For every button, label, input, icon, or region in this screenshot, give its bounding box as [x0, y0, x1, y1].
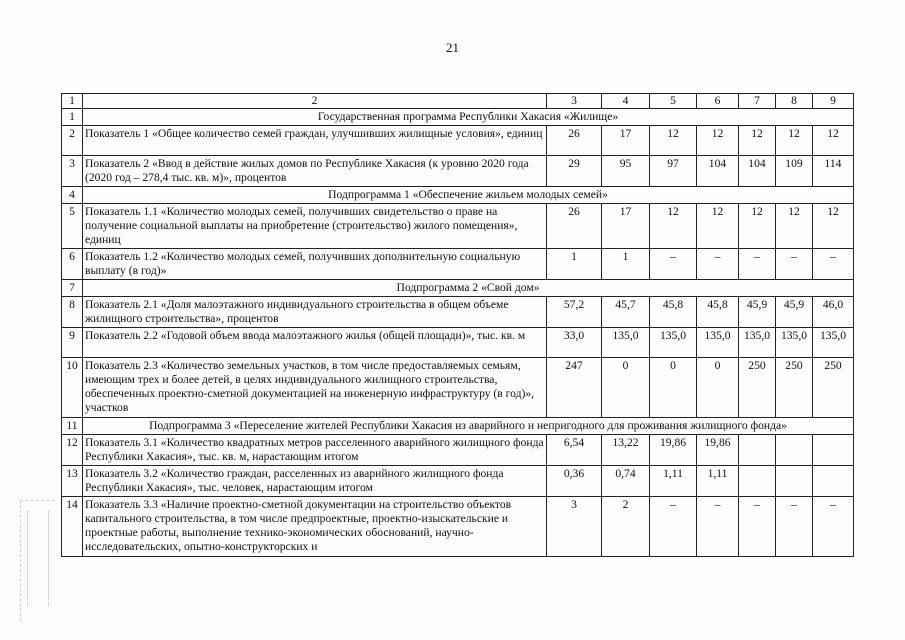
- section-row: [62, 109, 854, 126]
- value-cell: –: [697, 249, 739, 280]
- table-row: [62, 497, 854, 557]
- header-cell: 3: [547, 94, 602, 109]
- row-number: 7: [62, 280, 83, 297]
- indicator-name: Показатель 2.3 «Количество земельных участков, в том числе предоставляемых семьям, имеющим трех и более детей, в целях индивидуального жилищного строительства, обеспеченных проектно-сметной документацией на инженерную инфраструктуру (в год)», участков: [83, 358, 547, 418]
- row-number: 3: [62, 156, 83, 187]
- value-cell: 1,11: [697, 466, 739, 497]
- value-cell: 0: [697, 358, 739, 418]
- value-cell: 0,74: [602, 466, 650, 497]
- header-cell: 1: [62, 94, 83, 109]
- value-cell: [776, 466, 813, 497]
- value-cell: –: [813, 497, 854, 557]
- row-number: 14: [62, 497, 83, 557]
- value-cell: 12: [776, 126, 813, 156]
- indicator-name: Показатель 2.1 «Доля малоэтажного индивидуального строительства в общем объеме жилищного строительства», процентов: [83, 297, 547, 328]
- value-cell: 57,2: [547, 297, 602, 328]
- indicator-name: Показатель 3.3 «Наличие проектно-сметной документации на строительство объектов капитального строительства, в том числе предпроектные, проектно-изыскательские и проектные работы, выполнение технико-экономических обоснований, научно-исследовательских, опытно-конструкторских и: [83, 497, 547, 557]
- value-cell: 13,22: [602, 435, 650, 466]
- row-number: 1: [62, 109, 83, 126]
- value-cell: 135,0: [739, 328, 776, 358]
- value-cell: [813, 435, 854, 466]
- value-cell: 17: [602, 204, 650, 249]
- value-cell: 114: [813, 156, 854, 187]
- section-row: [62, 187, 854, 204]
- table-row: [62, 466, 854, 497]
- value-cell: 12: [650, 126, 697, 156]
- value-cell: 135,0: [776, 328, 813, 358]
- indicators-table: [61, 93, 854, 557]
- section-title: Подпрограмма 3 «Переселение жителей Республики Хакасия из аварийного и непригодного для проживания жилищного фонда»: [83, 418, 854, 435]
- section-title: Подпрограмма 2 «Свой дом»: [83, 280, 854, 297]
- row-number: 12: [62, 435, 83, 466]
- value-cell: [813, 466, 854, 497]
- section-title: Подпрограмма 1 «Обеспечение жильем молодых семей»: [83, 187, 854, 204]
- value-cell: 247: [547, 358, 602, 418]
- table-row: [62, 328, 854, 358]
- value-cell: –: [739, 497, 776, 557]
- indicator-name: Показатель 1 «Общее количество семей граждан, улучшивших жилищные условия», единиц: [83, 126, 547, 156]
- value-cell: 135,0: [602, 328, 650, 358]
- value-cell: 6,54: [547, 435, 602, 466]
- table-row: [62, 126, 854, 156]
- row-number: 4: [62, 187, 83, 204]
- table-header-row: [62, 94, 854, 109]
- table-row: [62, 358, 854, 418]
- value-cell: 109: [776, 156, 813, 187]
- table-row: [62, 249, 854, 280]
- value-cell: 26: [547, 126, 602, 156]
- indicator-name: Показатель 2.2 «Годовой объем ввода малоэтажного жилья (общей площади)», тыс. кв. м: [83, 328, 547, 358]
- value-cell: 45,9: [739, 297, 776, 328]
- row-number: 11: [62, 418, 83, 435]
- value-cell: –: [739, 249, 776, 280]
- value-cell: 0: [602, 358, 650, 418]
- value-cell: –: [776, 249, 813, 280]
- value-cell: 0,36: [547, 466, 602, 497]
- value-cell: –: [650, 249, 697, 280]
- value-cell: 3: [547, 497, 602, 557]
- value-cell: 12: [650, 204, 697, 249]
- value-cell: 1: [602, 249, 650, 280]
- header-cell: 7: [739, 94, 776, 109]
- table-row: [62, 204, 854, 249]
- table-row: [62, 435, 854, 466]
- value-cell: –: [650, 497, 697, 557]
- value-cell: 29: [547, 156, 602, 187]
- value-cell: 135,0: [697, 328, 739, 358]
- indicator-name: Показатель 2 «Ввод в действие жилых домов по Республике Хакасия (к уровню 2020 года (2020 год – 278,4 тыс. кв. м)», процентов: [83, 156, 547, 187]
- header-cell: 4: [602, 94, 650, 109]
- row-number: 8: [62, 297, 83, 328]
- row-number: 6: [62, 249, 83, 280]
- value-cell: 12: [739, 204, 776, 249]
- header-cell: 5: [650, 94, 697, 109]
- row-number: 10: [62, 358, 83, 418]
- value-cell: 104: [697, 156, 739, 187]
- indicator-name: Показатель 3.1 «Количество квадратных метров расселенного аварийного жилищного фонда Республики Хакасия», тыс. кв. м, нарастающим итогом: [83, 435, 547, 466]
- value-cell: 26: [547, 204, 602, 249]
- section-title: Государственная программа Республики Хакасия «Жилище»: [83, 109, 854, 126]
- value-cell: 19,86: [697, 435, 739, 466]
- page-number: 21: [446, 40, 459, 55]
- value-cell: 19,86: [650, 435, 697, 466]
- value-cell: 12: [697, 126, 739, 156]
- value-cell: [739, 466, 776, 497]
- value-cell: –: [813, 249, 854, 280]
- value-cell: 17: [602, 126, 650, 156]
- value-cell: 135,0: [650, 328, 697, 358]
- value-cell: 250: [739, 358, 776, 418]
- section-row: [62, 280, 854, 297]
- value-cell: [776, 435, 813, 466]
- header-cell: 9: [813, 94, 854, 109]
- indicator-name: Показатель 1.1 «Количество молодых семей, получивших свидетельство о праве на получение социальной выплаты на приобретение (строительство) жилого помещения», единиц: [83, 204, 547, 249]
- value-cell: 1,11: [650, 466, 697, 497]
- value-cell: 12: [813, 126, 854, 156]
- value-cell: 12: [697, 204, 739, 249]
- margin-stamp-mark: [20, 500, 55, 621]
- value-cell: 135,0: [813, 328, 854, 358]
- indicator-name: Показатель 3.2 «Количество граждан, расселенных из аварийного жилищного фонда Республики Хакасия», тыс. человек, нарастающим итогом: [83, 466, 547, 497]
- header-cell: 6: [697, 94, 739, 109]
- value-cell: 45,8: [650, 297, 697, 328]
- value-cell: 2: [602, 497, 650, 557]
- header-cell: 8: [776, 94, 813, 109]
- value-cell: 250: [776, 358, 813, 418]
- row-number: 9: [62, 328, 83, 358]
- value-cell: [739, 435, 776, 466]
- table-row: [62, 156, 854, 187]
- row-number: 2: [62, 126, 83, 156]
- header-cell: 2: [83, 94, 547, 109]
- value-cell: 12: [813, 204, 854, 249]
- value-cell: 97: [650, 156, 697, 187]
- value-cell: 46,0: [813, 297, 854, 328]
- value-cell: 1: [547, 249, 602, 280]
- value-cell: 33,0: [547, 328, 602, 358]
- value-cell: 45,9: [776, 297, 813, 328]
- value-cell: 104: [739, 156, 776, 187]
- value-cell: 0: [650, 358, 697, 418]
- value-cell: 12: [739, 126, 776, 156]
- value-cell: –: [776, 497, 813, 557]
- value-cell: 250: [813, 358, 854, 418]
- row-number: 13: [62, 466, 83, 497]
- row-number: 5: [62, 204, 83, 249]
- indicator-name: Показатель 1.2 «Количество молодых семей, получивших дополнительную социальную выплату (в год)»: [83, 249, 547, 280]
- value-cell: 45,7: [602, 297, 650, 328]
- section-row: [62, 418, 854, 435]
- value-cell: –: [697, 497, 739, 557]
- value-cell: 95: [602, 156, 650, 187]
- value-cell: 45,8: [697, 297, 739, 328]
- table-row: [62, 297, 854, 328]
- value-cell: 12: [776, 204, 813, 249]
